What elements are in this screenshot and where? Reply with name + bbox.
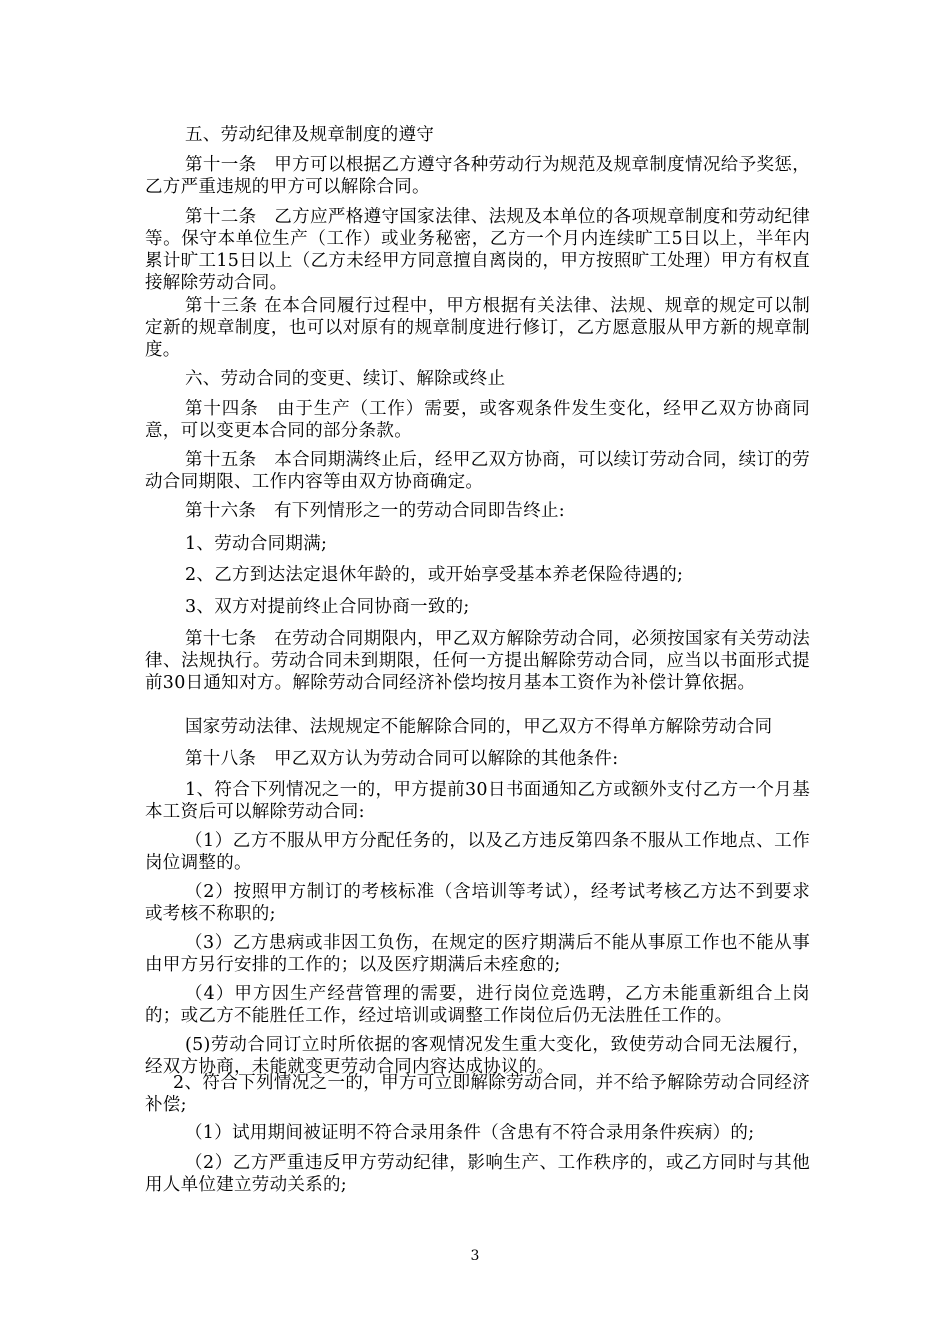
section-heading: 六、劳动合同的变更、续订、解除或终止 (185, 369, 506, 389)
clause-13: 第十三条 在本合同履行过程中，甲方根据有关法律、法规、规章的规定可以制定新的规章制度，也可以对原有的规章制度进行修订，乙方愿意服从甲方新的规章制度。 (145, 296, 810, 360)
clause-12: 第十二条 乙方应严格遵守国家法律、法规及本单位的各项规章制度和劳动纪律等。保守本单位生产（工作）或业务秘密，乙方一个月内连续旷工5日以上，半年内累计旷工15日以上（乙方未经甲方同意擅自离岗的，甲方按照旷工处理）甲方有权直接解除劳动合同。 (145, 207, 810, 293)
clause-16: 第十六条 有下列情形之一的劳动合同即告终止: (185, 501, 565, 521)
list-item: 2、符合下列情况之一的，甲方可立即解除劳动合同，并不给予解除劳动合同经济补偿; (145, 1073, 810, 1115)
clause-17-note: 国家劳动法律、法规规定不能解除合同的，甲乙双方不得单方解除劳动合同 (185, 717, 773, 737)
clause-11: 第十一条 甲方可以根据乙方遵守各种劳动行为规范及规章制度情况给予奖惩，乙方严重违规的甲方可以解除合同。 (145, 155, 810, 197)
list-item: （4）甲方因生产经营管理的需要，进行岗位竞选聘，乙方未能重新组合上岗的；或乙方不能胜任工作，经过培训或调整工作岗位后仍无法胜任工作的。 (145, 984, 810, 1026)
list-item: 1、劳动合同期满; (185, 534, 328, 554)
page-number: 3 (470, 1248, 480, 1264)
list-item: （3）乙方患病或非因工负伤，在规定的医疗期满后不能从事原工作也不能从事由甲方另行安排的工作的；以及医疗期满后未痊愈的; (145, 933, 810, 975)
clause-15: 第十五条 本合同期满终止后，经甲乙双方协商，可以续订劳动合同，续订的劳动合同期限、工作内容等由双方协商确定。 (145, 450, 810, 492)
clause-14: 第十四条 由于生产（工作）需要，或客观条件发生变化，经甲乙双方协商同意，可以变更本合同的部分条款。 (145, 399, 810, 441)
list-item: （1）乙方不服从甲方分配任务的，以及乙方违反第四条不服从工作地点、工作岗位调整的。 (145, 831, 810, 873)
list-item: 1、符合下列情况之一的，甲方提前30日书面通知乙方或额外支付乙方一个月基本工资后可以解除劳动合同: (145, 780, 810, 822)
list-item: （2）按照甲方制订的考核标准（含培训等考试），经考试考核乙方达不到要求或考核不称职的; (145, 882, 810, 924)
list-item: （2）乙方严重违反甲方劳动纪律，影响生产、工作秩序的，或乙方同时与其他用人单位建立劳动关系的; (145, 1153, 810, 1195)
list-item: （1）试用期间被证明不符合录用条件（含患有不符合录用条件疾病）的; (185, 1123, 755, 1143)
clause-18: 第十八条 甲乙双方认为劳动合同可以解除的其他条件: (185, 749, 619, 769)
list-item: 2、乙方到达法定退休年龄的，或开始享受基本养老保险待遇的; (185, 565, 684, 585)
section-heading: 五、劳动纪律及规章制度的遵守 (185, 125, 435, 145)
list-item: (5)劳动合同订立时所依据的客观情况发生重大变化，致使劳动合同无法履行，经双方协商，未能就变更劳动合同内容达成协议的。 (145, 1035, 810, 1077)
list-item: 3、双方对提前终止合同协商一致的; (185, 597, 470, 617)
clause-17: 第十七条 在劳动合同期限内，甲乙双方解除劳动合同，必须按国家有关劳动法律、法规执行。劳动合同未到期限，任何一方提出解除劳动合同，应当以书面形式提前30日通知对方。解除劳动合同经济补偿均按月基本工资作为补偿计算依据。 (145, 629, 810, 693)
